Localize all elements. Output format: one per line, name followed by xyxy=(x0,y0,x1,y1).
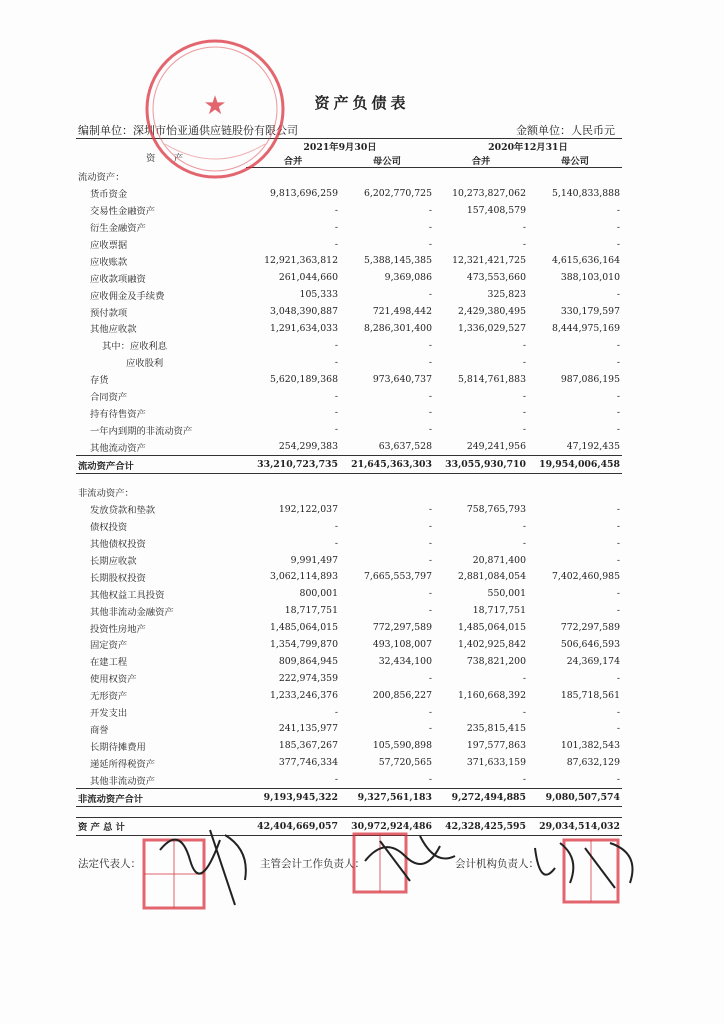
value-parent-2021: 9,327,561,183 xyxy=(340,789,434,807)
value-consolidated-2020: 1,402,925,842 xyxy=(457,638,526,650)
value-parent-2020: - xyxy=(616,407,620,419)
value-consolidated-2021: - xyxy=(334,356,338,368)
table-row xyxy=(76,286,622,303)
value-consolidated-2021: 185,367,267 xyxy=(278,740,338,752)
value-consolidated-2021: 261,044,660 xyxy=(278,272,338,284)
chief-accountant-signature xyxy=(360,826,460,886)
row-label: 开发支出 xyxy=(90,708,128,720)
table-row xyxy=(76,438,622,455)
value-consolidated-2021: 105,333 xyxy=(299,289,338,301)
value-consolidated-2021: 809,864,945 xyxy=(278,655,338,667)
value-consolidated-2021: 1,291,634,033 xyxy=(269,322,338,334)
value-consolidated-2021: 5,620,189,368 xyxy=(269,373,338,385)
value-consolidated-2020: 1,336,029,527 xyxy=(457,322,526,334)
value-consolidated-2021: 12,921,363,812 xyxy=(264,255,338,267)
value-consolidated-2020: - xyxy=(522,706,526,718)
value-parent-2021: - xyxy=(428,390,432,402)
value-consolidated-2021: 800,001 xyxy=(299,588,338,600)
value-parent-2020: - xyxy=(616,204,620,216)
value-parent-2021: 772,297,589 xyxy=(372,622,432,634)
spacer-row xyxy=(76,474,622,485)
row-label: 资 产 总 计 xyxy=(76,817,246,835)
value-consolidated-2021: 254,299,383 xyxy=(278,441,338,453)
table-row xyxy=(76,354,622,371)
value-consolidated-2021: - xyxy=(334,238,338,250)
table-row xyxy=(76,501,622,518)
table-row xyxy=(76,737,622,754)
value-consolidated-2020: 9,272,494,885 xyxy=(434,789,528,807)
value-parent-2021: 7,665,553,797 xyxy=(363,571,432,583)
row-label: 债权投资 xyxy=(90,522,128,534)
row-label: 其他债权投资 xyxy=(90,539,146,551)
value-consolidated-2020: 1,160,668,392 xyxy=(457,689,526,701)
value-parent-2021: - xyxy=(428,407,432,419)
row-label: 其他权益工具投资 xyxy=(90,589,165,601)
value-consolidated-2020: 325,823 xyxy=(487,289,526,301)
row-label: 长期待摊费用 xyxy=(90,741,146,753)
value-parent-2020: 29,034,514,032 xyxy=(528,817,622,835)
value-consolidated-2021: 3,062,114,893 xyxy=(269,571,338,583)
value-parent-2020: - xyxy=(616,289,620,301)
table-row xyxy=(76,721,622,738)
row-label: 其中：应收利息 xyxy=(102,341,168,353)
value-consolidated-2020: 18,717,751 xyxy=(472,605,526,617)
page-title: 资产负债表 xyxy=(314,94,410,112)
row-label: 长期股权投资 xyxy=(90,572,146,584)
value-consolidated-2021: 222,974,359 xyxy=(278,672,338,684)
table-row xyxy=(76,219,622,236)
value-consolidated-2020: 550,001 xyxy=(487,588,526,600)
table-row xyxy=(76,269,622,286)
value-consolidated-2020: - xyxy=(522,672,526,684)
balance-sheet-body xyxy=(76,168,622,836)
value-consolidated-2021: 3,048,390,887 xyxy=(269,306,338,318)
value-parent-2020: 101,382,543 xyxy=(560,740,620,752)
col-consolidated-2020: 合并 xyxy=(434,153,528,168)
currency-unit: 金额单位：人民币元 xyxy=(516,124,615,137)
table-row xyxy=(76,552,622,569)
value-parent-2021: - xyxy=(428,605,432,617)
value-parent-2021: - xyxy=(428,672,432,684)
table-row xyxy=(76,670,622,687)
row-label: 其他应收款 xyxy=(90,324,137,336)
value-consolidated-2020: - xyxy=(522,424,526,436)
value-parent-2020: - xyxy=(616,554,620,566)
table-row xyxy=(76,320,622,337)
value-consolidated-2021: - xyxy=(334,774,338,786)
row-label: 流动资产合计 xyxy=(76,456,246,474)
value-parent-2021: - xyxy=(428,339,432,351)
value-consolidated-2021: - xyxy=(334,520,338,532)
table-row xyxy=(76,704,622,721)
table-row xyxy=(76,636,622,653)
table-row xyxy=(76,185,622,202)
row-label: 其他流动资产 xyxy=(90,442,146,454)
value-parent-2021: - xyxy=(428,424,432,436)
value-parent-2021: 30,972,924,486 xyxy=(340,817,434,835)
subtotal-row xyxy=(76,789,622,807)
value-consolidated-2021: 192,122,037 xyxy=(278,503,338,515)
row-label: 应收款项融资 xyxy=(90,273,146,285)
value-parent-2020 xyxy=(528,168,622,185)
value-parent-2020: 506,646,593 xyxy=(560,638,620,650)
value-consolidated-2020: 235,815,415 xyxy=(466,723,526,735)
table-row xyxy=(76,771,622,788)
balance-sheet-table xyxy=(76,138,622,836)
table-row xyxy=(76,585,622,602)
value-consolidated-2021: - xyxy=(334,390,338,402)
value-consolidated-2020: 42,328,425,595 xyxy=(434,817,528,835)
value-parent-2021: 973,640,737 xyxy=(372,373,432,385)
value-parent-2021 xyxy=(340,806,434,817)
value-consolidated-2020: - xyxy=(522,520,526,532)
row-label: 货币资金 xyxy=(90,189,128,201)
value-consolidated-2020: - xyxy=(522,221,526,233)
value-parent-2021 xyxy=(340,168,434,185)
table-row xyxy=(76,404,622,421)
value-consolidated-2021: 9,813,696,259 xyxy=(269,187,338,199)
row-label: 使用权资产 xyxy=(90,674,137,686)
value-parent-2020: 7,402,460,985 xyxy=(551,571,620,583)
table-row xyxy=(76,202,622,219)
row-label: 在建工程 xyxy=(90,657,128,669)
col-consolidated-2021: 合并 xyxy=(246,153,340,168)
row-label: 非流动资产： xyxy=(78,488,134,500)
row-label xyxy=(76,474,246,485)
value-consolidated-2021: - xyxy=(334,339,338,351)
value-parent-2021: - xyxy=(428,723,432,735)
value-consolidated-2020: 33,055,930,710 xyxy=(434,456,528,474)
row-label: 应收票据 xyxy=(90,240,128,251)
table-row xyxy=(76,421,622,438)
value-consolidated-2021 xyxy=(246,806,340,817)
table-row xyxy=(76,337,622,354)
value-parent-2020: 772,297,589 xyxy=(560,622,620,634)
row-label: 其他非流动资产 xyxy=(90,775,156,787)
value-parent-2021: - xyxy=(428,503,432,515)
value-consolidated-2021: - xyxy=(334,537,338,549)
value-consolidated-2020: - xyxy=(522,407,526,419)
value-parent-2021: - xyxy=(428,289,432,301)
accounting-head-signature xyxy=(530,828,650,898)
table-row xyxy=(76,653,622,670)
table-row xyxy=(76,754,622,771)
table-row xyxy=(76,252,622,269)
value-parent-2021 xyxy=(340,474,434,485)
value-consolidated-2021: - xyxy=(334,204,338,216)
value-consolidated-2020: - xyxy=(522,774,526,786)
value-consolidated-2021: 377,746,334 xyxy=(278,757,338,769)
value-consolidated-2020: 473,553,660 xyxy=(466,272,526,284)
value-consolidated-2020: 157,408,579 xyxy=(466,204,526,216)
value-parent-2021: 200,856,227 xyxy=(372,689,432,701)
value-consolidated-2020: 249,241,956 xyxy=(466,441,526,453)
value-parent-2020: - xyxy=(616,605,620,617)
row-label: 发放贷款和垫款 xyxy=(90,505,156,517)
value-parent-2020: 987,086,195 xyxy=(560,373,620,385)
table-row xyxy=(76,236,622,253)
value-parent-2021: 493,108,007 xyxy=(372,638,432,650)
value-parent-2020: 24,369,174 xyxy=(566,655,620,667)
table-row xyxy=(76,619,622,636)
table-row xyxy=(76,388,622,405)
value-consolidated-2021: - xyxy=(334,407,338,419)
spacer-row xyxy=(76,806,622,817)
period-header-2021: 2021年9月30日 xyxy=(303,142,377,153)
value-parent-2020: - xyxy=(616,672,620,684)
value-consolidated-2020: - xyxy=(522,537,526,549)
value-consolidated-2021: 1,354,799,870 xyxy=(269,638,338,650)
value-consolidated-2021: 33,210,723,735 xyxy=(246,456,340,474)
value-parent-2021 xyxy=(340,484,434,501)
value-parent-2020: - xyxy=(616,520,620,532)
value-parent-2020: - xyxy=(616,774,620,786)
value-parent-2021: - xyxy=(428,221,432,233)
value-parent-2020: 388,103,010 xyxy=(560,272,620,284)
value-parent-2021: 105,590,898 xyxy=(372,740,432,752)
value-parent-2020: - xyxy=(616,588,620,600)
value-parent-2020 xyxy=(528,474,622,485)
row-label: 长期应收款 xyxy=(90,556,137,568)
value-consolidated-2020: 12,321,421,725 xyxy=(452,255,526,267)
value-parent-2021: - xyxy=(428,554,432,566)
value-parent-2020: - xyxy=(616,221,620,233)
value-parent-2020: - xyxy=(616,723,620,735)
table-row xyxy=(76,602,622,619)
value-parent-2021: 32,434,100 xyxy=(378,655,432,667)
value-parent-2021: 57,720,565 xyxy=(378,757,432,769)
value-consolidated-2020: 2,881,084,054 xyxy=(457,571,526,583)
value-parent-2021: - xyxy=(428,588,432,600)
value-consolidated-2021: 18,717,751 xyxy=(284,605,338,617)
value-parent-2021: - xyxy=(428,520,432,532)
value-parent-2021: - xyxy=(428,706,432,718)
value-parent-2020: 87,632,129 xyxy=(566,757,620,769)
value-parent-2021: 8,286,301,400 xyxy=(363,322,432,334)
value-consolidated-2021: 9,991,497 xyxy=(290,554,338,566)
value-parent-2020: - xyxy=(616,238,620,250)
value-consolidated-2020 xyxy=(434,168,528,185)
row-label: 投资性房地产 xyxy=(90,623,146,635)
row-label: 商誉 xyxy=(90,724,109,736)
value-parent-2020: - xyxy=(616,390,620,402)
value-parent-2020: - xyxy=(616,503,620,515)
col-parent-2020: 母公司 xyxy=(528,153,622,168)
table-row xyxy=(76,371,622,388)
chief-accountant-label: 主管会计工作负责人： xyxy=(260,858,365,870)
table-row xyxy=(76,303,622,320)
value-consolidated-2021: - xyxy=(334,424,338,436)
value-parent-2020 xyxy=(528,806,622,817)
value-consolidated-2020 xyxy=(434,806,528,817)
row-label xyxy=(76,806,246,817)
value-parent-2020 xyxy=(528,484,622,501)
value-consolidated-2020 xyxy=(434,474,528,485)
svg-text:★: ★ xyxy=(203,91,227,121)
value-parent-2020: 4,615,636,164 xyxy=(551,255,620,267)
value-parent-2020: 330,179,597 xyxy=(560,306,620,318)
row-label: 应收账款 xyxy=(90,256,128,268)
row-label: 非流动资产合计 xyxy=(76,789,246,807)
value-consolidated-2020: 758,765,793 xyxy=(466,503,526,515)
value-parent-2020: 185,718,561 xyxy=(560,689,620,701)
period-header-2020: 2020年12月31日 xyxy=(488,142,568,153)
value-consolidated-2020: 738,821,200 xyxy=(466,655,526,667)
value-consolidated-2020: 20,871,400 xyxy=(472,554,526,566)
value-consolidated-2021: 9,193,945,322 xyxy=(246,789,340,807)
value-consolidated-2020: 2,429,380,495 xyxy=(457,306,526,318)
value-consolidated-2020: 10,273,827,062 xyxy=(452,187,526,199)
subtotal-row xyxy=(76,456,622,474)
table-row xyxy=(76,484,622,501)
value-parent-2021: 6,202,770,725 xyxy=(363,187,432,199)
value-parent-2021: - xyxy=(428,356,432,368)
value-parent-2020: 5,140,833,888 xyxy=(551,187,620,199)
value-consolidated-2020: - xyxy=(522,356,526,368)
value-parent-2021: - xyxy=(428,537,432,549)
value-parent-2021: - xyxy=(428,238,432,250)
value-parent-2020: 9,080,507,574 xyxy=(528,789,622,807)
value-consolidated-2021 xyxy=(246,474,340,485)
table-row xyxy=(76,518,622,535)
value-parent-2020: 19,954,006,458 xyxy=(528,456,622,474)
value-consolidated-2020: 371,633,159 xyxy=(466,757,526,769)
value-consolidated-2021: - xyxy=(334,221,338,233)
value-consolidated-2020: 197,577,863 xyxy=(466,740,526,752)
asset-header-label: 资 产 xyxy=(146,153,184,164)
value-parent-2021: 721,498,442 xyxy=(372,306,432,318)
row-label: 衍生金融资产 xyxy=(90,223,146,235)
value-consolidated-2020 xyxy=(434,484,528,501)
table-row xyxy=(76,687,622,704)
accounting-head-label: 会计机构负责人： xyxy=(455,858,539,870)
value-consolidated-2020: 5,814,761,883 xyxy=(457,373,526,385)
value-parent-2021: - xyxy=(428,204,432,216)
value-consolidated-2021: 42,404,669,057 xyxy=(246,817,340,835)
value-consolidated-2021: - xyxy=(334,706,338,718)
value-parent-2020: - xyxy=(616,706,620,718)
legal-representative-label: 法定代表人： xyxy=(78,858,141,870)
value-parent-2020: 47,192,435 xyxy=(566,441,620,453)
row-label: 固定资产 xyxy=(90,640,128,652)
value-parent-2021: 5,388,145,385 xyxy=(363,255,432,267)
value-parent-2020: 8,444,975,169 xyxy=(551,322,620,334)
row-label: 合同资产 xyxy=(90,392,128,404)
legal-rep-signature xyxy=(150,820,260,910)
row-label: 流动资产： xyxy=(78,172,125,184)
row-label: 无形资产 xyxy=(90,691,128,703)
value-parent-2020: - xyxy=(616,424,620,436)
value-parent-2021: 63,637,528 xyxy=(378,441,432,453)
row-label: 持有待售资产 xyxy=(90,408,146,420)
value-consolidated-2020: 1,485,064,015 xyxy=(457,622,526,634)
value-consolidated-2021: 241,135,977 xyxy=(278,723,338,735)
table-row xyxy=(76,535,622,552)
value-parent-2021: 9,369,086 xyxy=(384,272,432,284)
row-label: 应收佣金及手续费 xyxy=(90,290,165,302)
row-label: 应收股利 xyxy=(126,358,164,370)
value-consolidated-2020: - xyxy=(522,238,526,250)
value-parent-2020: - xyxy=(616,537,620,549)
value-consolidated-2021: 1,485,064,015 xyxy=(269,622,338,634)
value-consolidated-2021: 1,233,246,376 xyxy=(269,689,338,701)
value-consolidated-2020: - xyxy=(522,390,526,402)
row-label: 其他非流动金融资产 xyxy=(90,606,174,618)
value-consolidated-2020: - xyxy=(522,339,526,351)
company-seal-stamp xyxy=(140,34,290,184)
row-label: 预付款项 xyxy=(90,307,128,319)
table-row xyxy=(76,568,622,585)
col-parent-2021: 母公司 xyxy=(340,153,434,168)
value-consolidated-2021 xyxy=(246,484,340,501)
value-parent-2021: - xyxy=(428,774,432,786)
row-label: 递延所得税资产 xyxy=(90,758,156,770)
row-label: 交易性金融资产 xyxy=(90,206,156,218)
value-parent-2021: 21,645,363,303 xyxy=(340,456,434,474)
row-label: 存货 xyxy=(90,375,109,387)
row-label: 一年内到期的非流动资产 xyxy=(90,425,193,437)
company-name: 编制单位：深圳市怡亚通供应链股份有限公司 xyxy=(78,124,298,137)
value-parent-2020: - xyxy=(616,356,620,368)
value-parent-2020: - xyxy=(616,339,620,351)
